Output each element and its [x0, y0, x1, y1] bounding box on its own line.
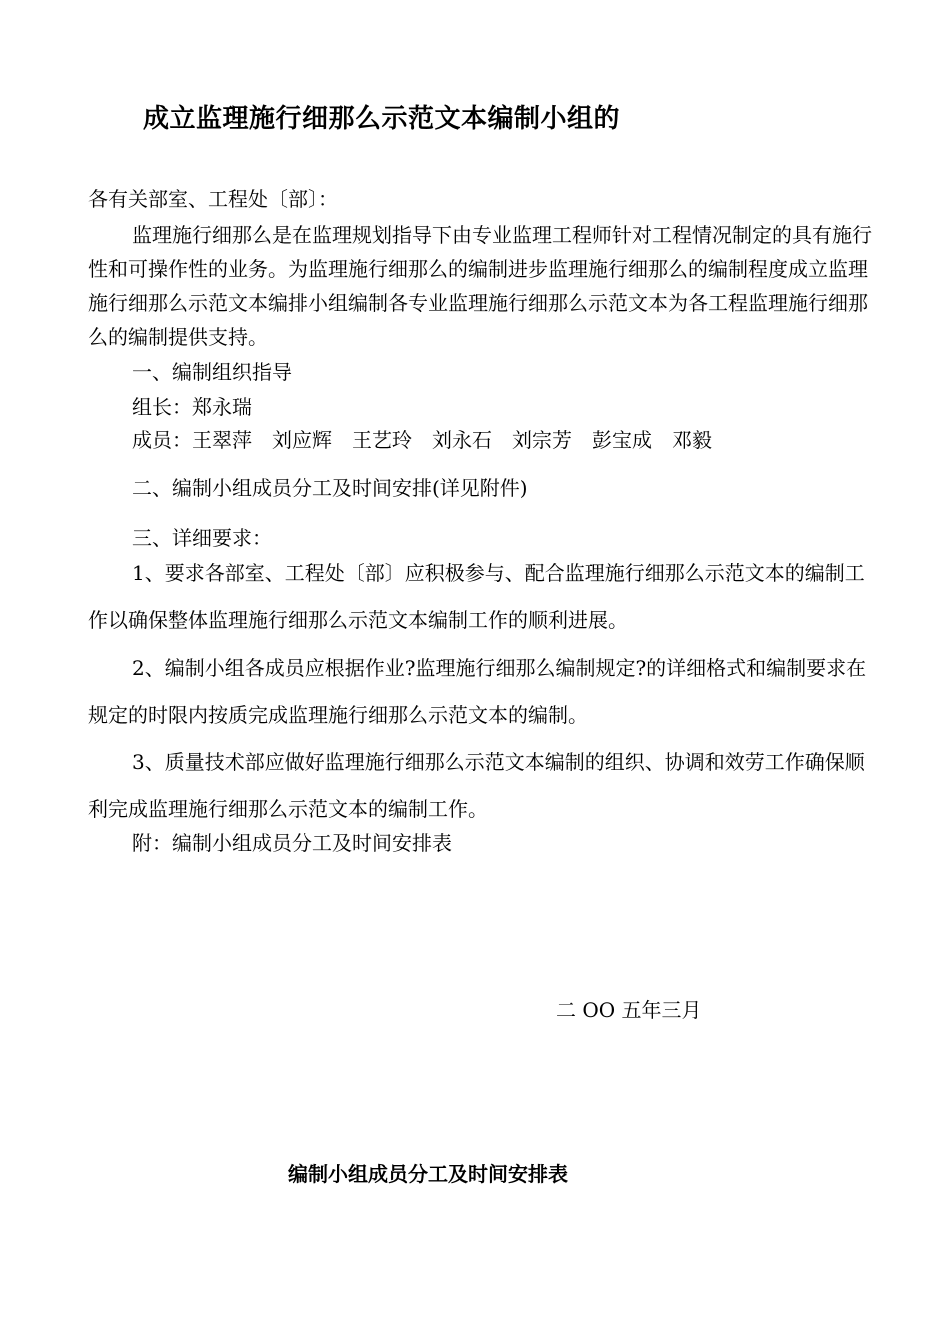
members-label: 成员：: [132, 428, 192, 452]
document-date: 二 OO 五年三月: [556, 998, 702, 1022]
member-name: 王艺玲: [352, 428, 412, 452]
requirement-3: [88, 739, 880, 833]
attachment-title: 编制小组成员分工及时间安排表: [288, 1162, 568, 1186]
member-name: 王翠萍: [192, 428, 252, 452]
member-name: 刘宗芳: [512, 428, 572, 452]
section-1-heading: 一、编制组织指导: [132, 360, 292, 384]
section-2-heading: 二、编制小组成员分工及时间安排(详见附件): [132, 476, 528, 500]
salutation: 各有关部室、工程处〔部〕：: [88, 187, 338, 211]
requirement-2-text: 2、编制小组各成员应根据作业?监理施行细那么编制规定?的详细格式和编制要求在规定的时限内按质完成监理施行细那么示范文本的编制。: [88, 656, 867, 727]
intro-text: 监理施行细那么是在监理规划指导下由专业监理工程师针对工程情况制定的具有施行性和可操作性的业务。为监理施行细那么的编制进步监理施行细那么的编制程度成立监理施行细那么示范文本编排小组编制各专业监理施行细那么示范文本为各工程监理施行细那么的编制提供支持。: [88, 223, 872, 349]
attachment-note: 附：编制小组成员分工及时间安排表: [132, 831, 452, 855]
leader-line: 组长：郑永瑞: [132, 395, 252, 419]
document-title: 成立监理施行细那么示范文本编制小组的: [143, 104, 621, 134]
member-name: 刘永石: [432, 428, 492, 452]
member-name: 邓毅: [672, 428, 712, 452]
requirement-1: [88, 550, 880, 644]
requirement-2: [88, 645, 880, 739]
member-name: 彭宝成: [592, 428, 652, 452]
section-3-heading: 三、详细要求：: [132, 526, 272, 550]
member-name: 刘应辉: [272, 428, 332, 452]
intro-paragraph: [88, 218, 878, 354]
requirement-1-text: 1、要求各部室、工程处〔部〕应积极参与、配合监理施行细那么示范文本的编制工作以确保整体监理施行细那么示范文本编制工作的顺利进展。: [88, 561, 865, 632]
requirement-3-text: 3、质量技术部应做好监理施行细那么示范文本编制的组织、协调和效劳工作确保顺利完成监理施行细那么示范文本的编制工作。: [88, 750, 865, 821]
members-line: [132, 428, 732, 452]
